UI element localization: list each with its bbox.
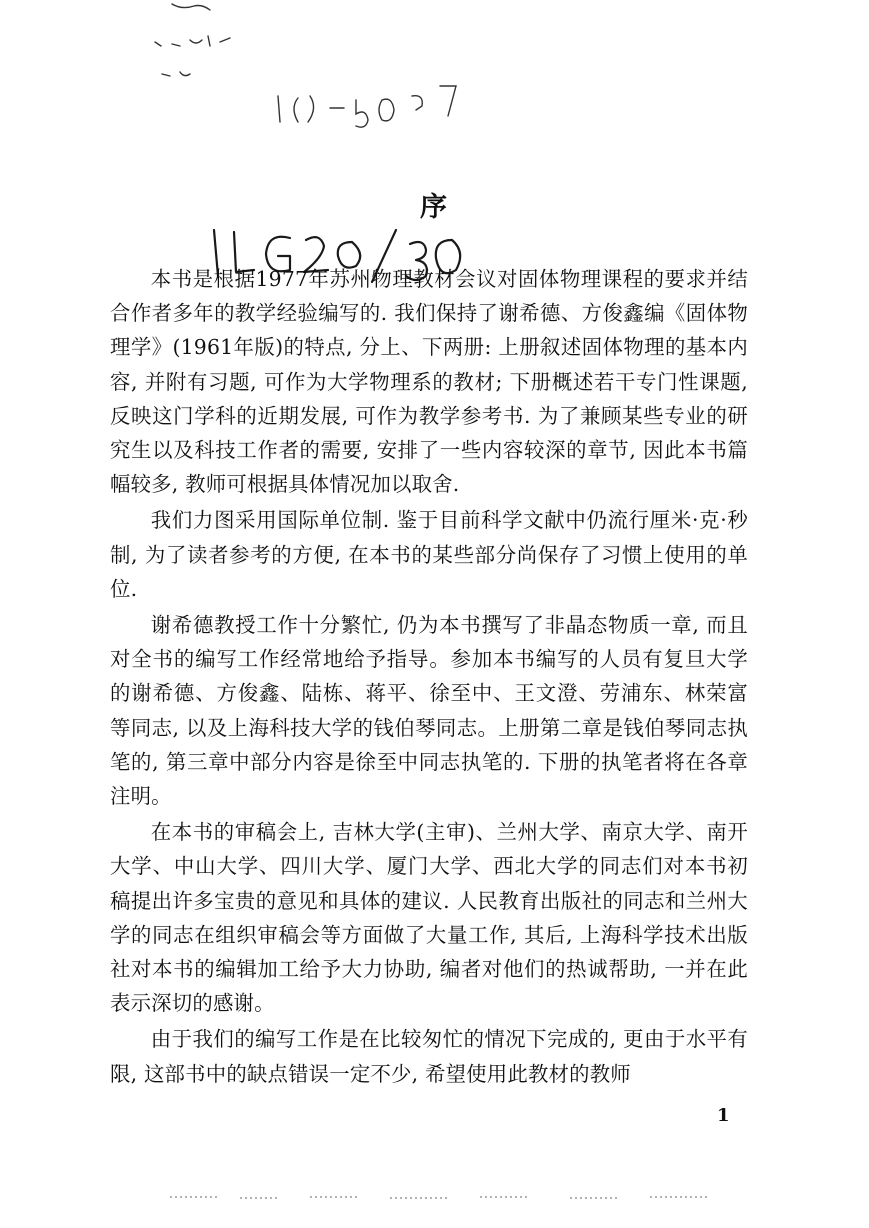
preface-body (110, 262, 748, 1093)
handwritten-scribble-top (150, 0, 510, 150)
preface-title: 序 (420, 192, 449, 223)
scan-noise-bottom (150, 1185, 750, 1205)
paragraph-1: 本书是根据1977年苏州物理教材会议对固体物理课程的要求并结合作者多年的教学经验编写的. 我们保持了谢希德、方俊鑫编《固体物理学》(1961年版)的特点, 分上、下两册: 上册叙述固体物理的基本内容, 并附有习题, 可作为大学物理系的教材; 下册概述若干专门性课题, 反映这门学科的近期发展, 可作为教学参考书. 为了兼顾某些专业的研究生以及科技工作者的需要, 安排了一些内容较深的章节, 因此本书篇幅较多, 教师可根据具体情况加以取舍. (110, 267, 748, 497)
paragraph-5: 由于我们的编写工作是在比较匆忙的情况下完成的, 更由于水平有限, 这部书中的缺点错误一定不少, 希望使用此教材的教师 (110, 1027, 748, 1086)
paragraph-2: 我们力图采用国际单位制. 鉴于目前科学文献中仍流行厘米·克·秒制, 为了读者参考的方便, 在本书的某些部分尚保存了习惯上使用的单位. (110, 508, 748, 601)
paragraph-4: 在本书的审稿会上, 吉林大学(主审)、兰州大学、南京大学、南开大学、中山大学、四川大学、厦门大学、西北大学的同志们对本书初稿提出许多宝贵的意见和具体的建议. 人民教育出版社的同志和兰州大学的同志在组织审稿会等方面做了大量工作, 其后, 上海科学技术出版社对本书的编辑加工给予大力协助, 编者对他们的热诚帮助, 一并在此表示深切的感谢。 (110, 820, 748, 1016)
paragraph-3: 谢希德教授工作十分繁忙, 仍为本书撰写了非晶态物质一章, 而且对全书的编写工作经常地给予指导。参加本书编写的人员有复旦大学的谢希德、方俊鑫、陆栋、蒋平、徐至中、王文澄、劳浦东、林荣富等同志, 以及上海科技大学的钱伯琴同志。上册第二章是钱伯琴同志执笔的, 第三章中部分内容是徐至中同志执笔的. 下册的执笔者将在各章注明。 (110, 613, 748, 809)
page-number: 1 (717, 1105, 730, 1126)
